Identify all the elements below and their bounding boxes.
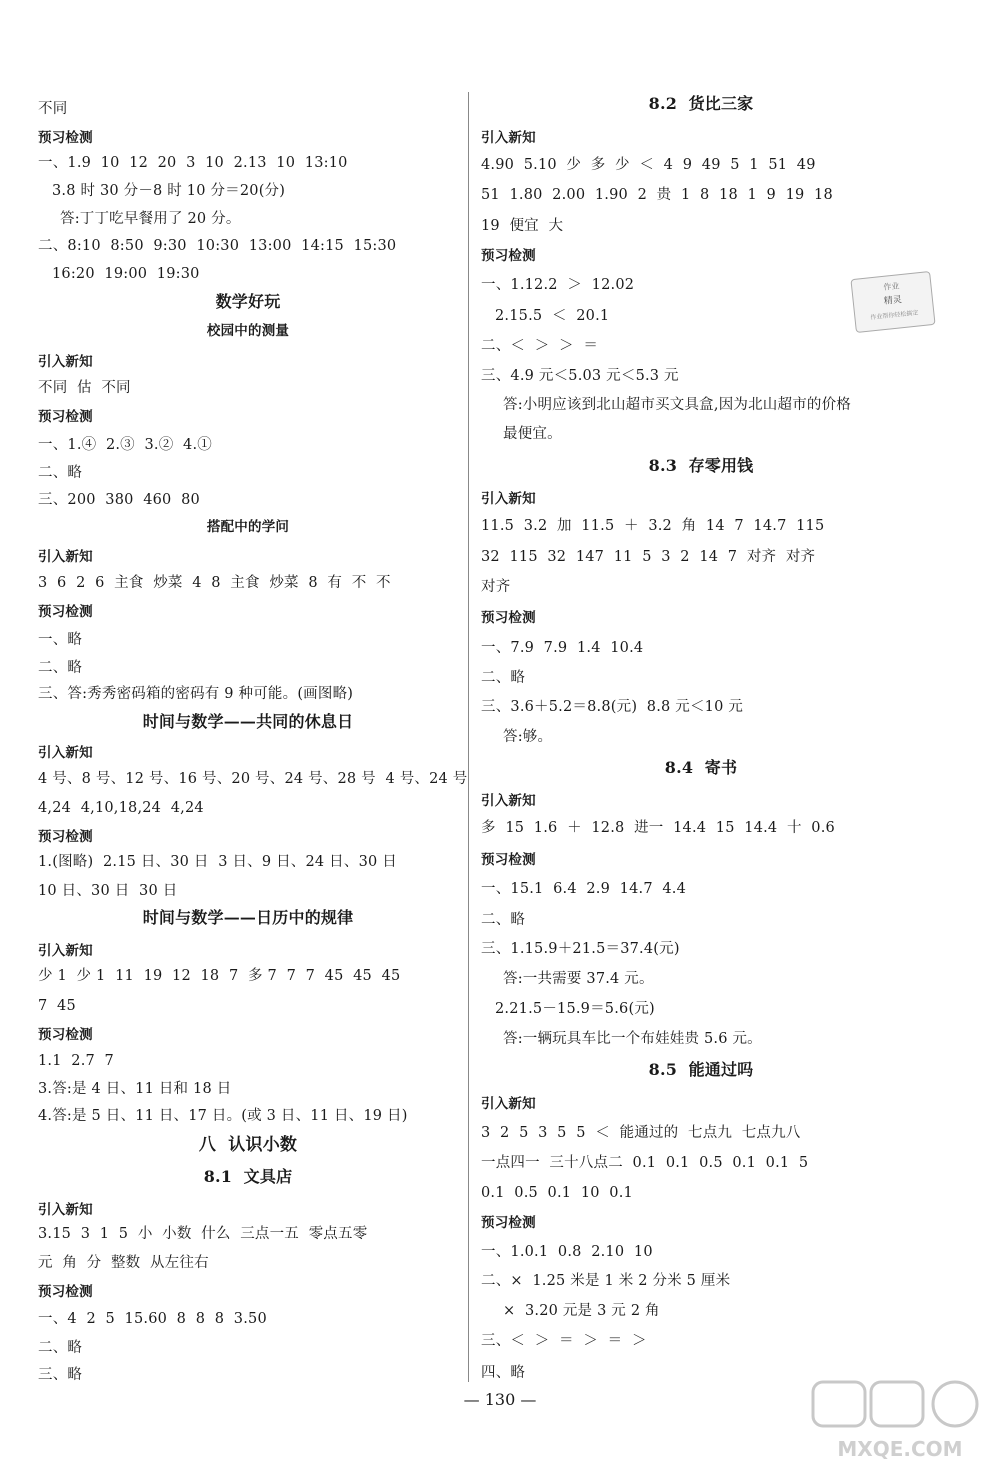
section-label: 预习检测 [38,604,93,620]
answer-line: 7 45 [38,998,76,1014]
answer-line: 一、4 2 5 15.60 8 8 8 3.50 [38,1311,267,1327]
answer-line: 二、8:10 8:50 9:30 10:30 13:00 14:15 15:30 [38,238,397,254]
section-label: 引入新知 [481,1096,536,1112]
answer-line: 1.1 2.7 7 [38,1053,114,1069]
answer-line: 三、答:秀秀密码箱的密码有 9 种可能。(画图略) [38,686,354,702]
answer-line: 答:一辆玩具车比一个布娃娃贵 5.6 元。 [503,1031,762,1047]
page-number: — 130 — [463,1390,537,1409]
answer-line: 4 号、8 号、12 号、16 号、20 号、24 号、28 号 4 号、24 号 [38,771,468,787]
answer-line: 3.答:是 4 日、11 日和 18 日 [38,1081,232,1097]
answer-line: 二、略 [481,670,526,686]
answer-line: 最便宜。 [503,426,562,442]
section-title: 时间与数学——共同的休息日 [142,712,354,731]
answer-line: 3.15 3 1 5 小 小数 什么 三点一五 零点五零 [38,1226,368,1242]
stamp-line: 作业 [882,281,900,292]
section-label: 引入新知 [38,943,93,959]
section-title: 8.5 能通过吗 [648,1060,754,1079]
answer-line: 二、× 1.25 米是 1 米 2 分米 5 厘米 [481,1273,731,1289]
answer-line: 对齐 [481,579,511,595]
answer-line: 不同 估 不同 [38,380,131,396]
section-label: 引入新知 [481,491,536,507]
section-label: 预习检测 [481,248,536,264]
answer-line: 答:丁丁吃早餐用了 20 分。 [60,211,241,227]
answer-line: 一、1.9 10 12 20 3 10 2.13 10 13:10 [38,155,348,171]
stamp-logo [850,271,935,333]
answer-line: 一、略 [38,632,83,648]
stamp-line: 精灵 [883,295,903,307]
answer-line: 少 1 少 1 11 19 12 18 7 多 7 7 7 45 45 45 [38,968,401,984]
section-label: 引入新知 [38,549,93,565]
section-label: 预习检测 [38,1027,93,1043]
answer-line: 一、1.④ 2.③ 3.② 4.① [38,437,212,453]
column-divider [468,92,469,1382]
text-line: 不同 [38,101,68,117]
answer-line: 一、1.0.1 0.8 2.10 10 [481,1244,653,1260]
answer-line: 二、略 [481,912,526,928]
section-label: 引入新知 [481,793,536,809]
subsection-title: 搭配中的学问 [206,519,290,535]
answer-line: 4.答:是 5 日、11 日、17 日。(或 3 日、11 日、19 日) [38,1108,408,1124]
answer-line: 三、200 380 460 80 [38,492,200,508]
section-label: 预习检测 [481,610,536,626]
chapter-title: 八 认识小数 [198,1135,298,1155]
answer-line: × 3.20 元是 3 元 2 角 [503,1303,660,1319]
answer-line: 10 日、30 日 30 日 [38,883,178,899]
answer-line: 二、＜ ＞ ＞ ＝ [481,338,599,354]
section-label: 引入新知 [38,354,93,370]
section-label: 预习检测 [481,852,536,868]
watermark-logo [805,1378,995,1466]
answer-line: 3 6 2 6 主食 炒菜 4 8 主食 炒菜 8 有 不 不 [38,575,391,591]
answer-line: 51 1.80 2.00 1.90 2 贵 1 8 18 1 9 19 18 [481,187,833,203]
answer-line: 2.15.5 ＜ 20.1 [495,308,610,324]
answer-line: 答:一共需要 37.4 元。 [503,971,654,987]
answer-line: 三、4.9 元＜5.03 元＜5.3 元 [481,368,679,384]
section-label: 引入新知 [38,745,93,761]
section-title: 数学好玩 [215,292,281,311]
stamp-line: 作业帮你轻松搞定 [870,309,919,322]
answer-line: 二、略 [38,465,83,481]
answer-line: 三、3.6＋5.2＝8.8(元) 8.8 元＜10 元 [481,699,744,715]
answer-line: 三、1.15.9＋21.5＝37.4(元) [481,941,680,957]
answer-line: 0.1 0.5 0.1 10 0.1 [481,1185,633,1201]
subsection-title: 校园中的测量 [206,323,290,339]
answer-line: 一、1.12.2 ＞ 12.02 [481,277,635,293]
section-title: 时间与数学——日历中的规律 [142,908,354,927]
answer-line: 答:小明应该到北山超市买文具盒,因为北山超市的价格 [503,397,851,413]
section-label: 引入新知 [38,1202,93,1218]
answer-line: 11.5 3.2 加 11.5 ＋ 3.2 角 14 7 14.7 115 [481,518,825,534]
answer-line: 19 便宜 大 [481,218,564,234]
answer-line: 2.21.5－15.9＝5.6(元) [495,1001,655,1017]
answer-line: 4.90 5.10 少 多 少 ＜ 4 9 49 5 1 51 49 [481,157,816,173]
answer-line: 二、略 [38,1340,83,1356]
answer-line: 一、7.9 7.9 1.4 10.4 [481,640,644,656]
answer-line: 元 角 分 整数 从左往右 [38,1255,209,1271]
watermark-text: MXQE.COM [837,1437,963,1461]
answer-line: 3.8 时 30 分－8 时 10 分＝20(分) [52,183,286,199]
section-label: 预习检测 [38,1284,93,1300]
answer-line: 答:够。 [503,729,553,745]
section-label: 引入新知 [481,130,536,146]
section-label: 预习检测 [38,409,93,425]
answer-line: 4,24 4,10,18,24 4,24 [38,800,204,816]
section-title: 8.1 文具店 [203,1167,293,1186]
section-label: 预习检测 [481,1215,536,1231]
answer-line: 16:20 19:00 19:30 [52,266,200,282]
answer-line: 多 15 1.6 ＋ 12.8 进一 14.4 15 14.4 十 0.6 [481,820,835,836]
section-label: 预习检测 [38,130,93,146]
answer-line: 三、略 [38,1367,83,1383]
section-title: 8.3 存零用钱 [648,456,754,475]
answer-line: 二、略 [38,660,83,676]
answer-line: 3 2 5 3 5 5 ＜ 能通过的 七点九 七点九八 [481,1125,801,1141]
answer-line: 32 115 32 147 11 5 3 2 14 7 对齐 对齐 [481,549,816,565]
section-title: 8.2 货比三家 [648,94,754,113]
answer-line: 一、15.1 6.4 2.9 14.7 4.4 [481,881,687,897]
answer-line: 三、＜ ＞ ＝ ＞ ＝ ＞ [481,1333,647,1349]
section-label: 预习检测 [38,829,93,845]
answer-line: 1.(图略) 2.15 日、30 日 3 日、9 日、24 日、30 日 [38,854,397,870]
answer-line: 一点四一 三十八点二 0.1 0.1 0.5 0.1 0.1 5 [481,1155,809,1171]
answer-line: 四、略 [481,1365,526,1381]
section-title: 8.4 寄书 [664,758,738,777]
